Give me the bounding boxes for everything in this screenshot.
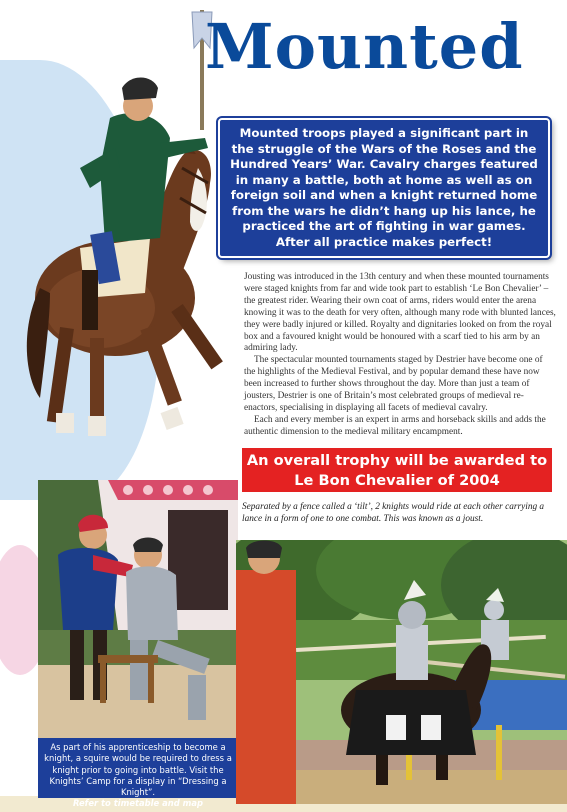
trophy-line-2: Le Bon Chevalier of 2004 (294, 472, 500, 489)
dressing-knight-photo (38, 480, 238, 740)
body-paragraph-2: The spectacular mounted tournaments staged by Destrier have become one of the highlights of the Medieval Festival, and by popular demand these have now been increased to further shows throughout the day. More than just a team of jousters, Destrier is one of Britain’s most celebrated groups of medieval re-enactors, specialising in displaying all facets of medieval cavalry. (244, 355, 543, 413)
squire-caption-box (38, 738, 238, 809)
page-title: Mounted (205, 10, 524, 83)
body-paragraph-3: Each and every member is an expert in arms and horseback skills and adds the authentic dimension to the medieval military encampment. (244, 414, 546, 437)
joust-photo (236, 540, 567, 804)
squire-caption-text: As part of his apprenticeship to become a knight, a squire would be required to dress a knight prior to going into battle. Visit the Knights’ Camp for a display in “Dressing a Knight”. (44, 742, 232, 798)
intro-text: Mounted troops played a significant part in the struggle of the Wars of the Roses and the Hundred Years’ War. Cavalry charges featured in many a battle, both at home as well as on foreign soil and when a knight returned home from the wars he didn’t hang up his lance, he practiced the art of fighting in war games. (230, 126, 538, 233)
intro-box (218, 118, 550, 258)
trophy-line-1: An overall trophy will be awarded to (246, 452, 548, 469)
joust-caption: Separated by a fence called a ‘tilt’, 2 knights would ride at each other carrying a lance in a form of one to one combat. This was known as a joust. (242, 502, 545, 524)
trophy-banner (240, 446, 554, 494)
squire-caption-reference: Refer to timetable and map (72, 798, 204, 809)
body-paragraph-1: Jousting was introduced in the 13th century and when these mounted tournaments were staged knights from far and wide took part to establish ‘Le Bon Chevalier’ – the greatest rider. Wearing their own coat of arms, riders would enter the arena knowing it was to the death for very often, although many rode with blunted lances, they were badly injured or killed. Royalty and dignitaries looked on from the royal box and a favoured knight would be honoured with a scarf tied to his arm by an admiring lady. (244, 272, 556, 354)
article-body (244, 272, 556, 439)
intro-closing: After all practice makes perfect! (275, 234, 493, 249)
